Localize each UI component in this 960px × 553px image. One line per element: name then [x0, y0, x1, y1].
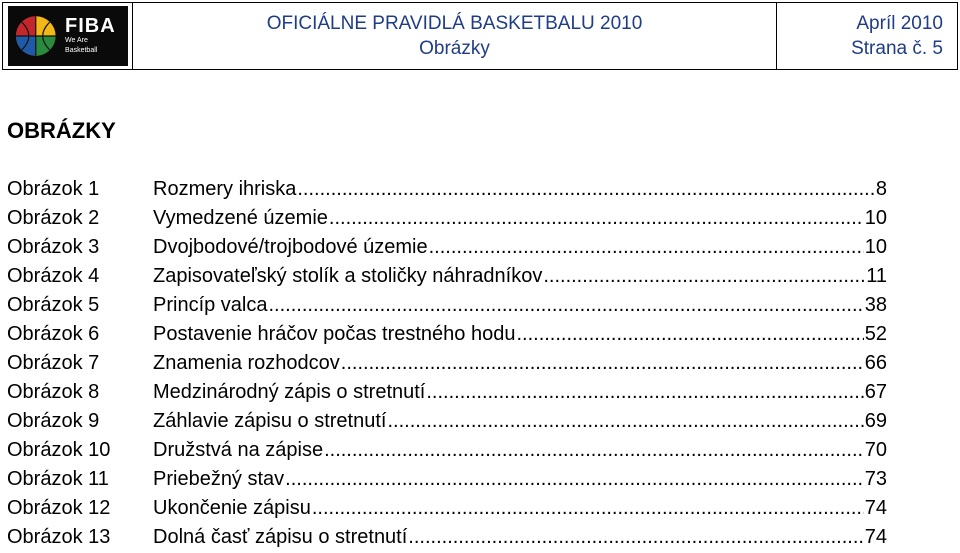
toc-entry[interactable] — [7, 407, 887, 436]
toc-entry[interactable] — [7, 494, 887, 523]
dot-leader — [312, 494, 864, 523]
toc-entry-page: 69 — [864, 410, 887, 432]
toc-entry-page: 38 — [864, 294, 887, 316]
toc-entry-title: Postavenie hráčov počas trestného hodu — [153, 323, 516, 345]
toc-entry[interactable] — [7, 233, 887, 262]
dot-leader — [408, 523, 863, 552]
dot-leader — [516, 320, 863, 349]
toc-entry-label: Obrázok 5 — [7, 294, 100, 316]
page-header — [2, 2, 958, 70]
toc-entry-page: 73 — [864, 468, 887, 490]
dot-leader — [543, 262, 865, 291]
toc-entry-label: Obrázok 6 — [7, 323, 100, 345]
toc-entry[interactable] — [7, 465, 887, 494]
toc-entry-page: 66 — [864, 352, 887, 374]
toc-entry-label: Obrázok 9 — [7, 410, 100, 432]
toc-entry-title: Medzinárodný zápis o stretnutí — [153, 381, 426, 403]
toc-entry-title: Priebežný stav — [153, 468, 285, 490]
toc-entry-page: 8 — [875, 178, 887, 200]
toc-entry-title: Princíp valca — [153, 294, 268, 316]
dot-leader — [341, 349, 864, 378]
dot-leader — [387, 407, 863, 436]
toc-entry-page: 10 — [864, 236, 887, 258]
fiba-logo — [8, 6, 128, 66]
header-date-cell — [777, 3, 957, 69]
section-heading: OBRÁZKY — [7, 118, 116, 143]
dot-leader — [285, 465, 864, 494]
chapter-title: Obrázky — [419, 38, 490, 59]
logo-wordmark: FIBA — [65, 15, 116, 37]
toc-entry-title: Dolná časť zápisu o stretnutí — [153, 526, 408, 548]
dot-leader — [429, 233, 864, 262]
document-title: OFICIÁLNE PRAVIDLÁ BASKETBALU 2010 — [266, 13, 643, 34]
dot-leader — [426, 378, 863, 407]
toc-entry[interactable] — [7, 436, 887, 465]
page-number: Strana č. 5 — [851, 38, 943, 59]
logo-tagline: We Are Basketball — [65, 37, 98, 54]
toc-entry-title: Družstvá na zápise — [153, 439, 324, 461]
toc-entry-label: Obrázok 1 — [7, 178, 100, 200]
basketball-icon — [14, 14, 58, 58]
dot-leader — [297, 175, 875, 204]
toc-entry[interactable] — [7, 523, 887, 552]
toc-entry-label: Obrázok 3 — [7, 236, 100, 258]
toc-entry[interactable] — [7, 175, 887, 204]
toc-entry[interactable] — [7, 378, 887, 407]
toc-entry-title: Rozmery ihriska — [153, 178, 297, 200]
toc-entry[interactable] — [7, 320, 887, 349]
toc-entry-label: Obrázok 7 — [7, 352, 100, 374]
toc-entry[interactable] — [7, 291, 887, 320]
toc-entry-page: 10 — [864, 207, 887, 229]
header-title-cell — [133, 3, 777, 69]
toc-entry[interactable] — [7, 349, 887, 378]
toc-entry-label: Obrázok 13 — [7, 526, 111, 548]
toc-entry-page: 74 — [864, 497, 887, 519]
toc-entry-title: Ukončenie zápisu — [153, 497, 311, 519]
logo-cell — [3, 3, 133, 69]
toc-entry-page: 70 — [864, 439, 887, 461]
toc-entry-title: Zapisovateľský stolík a stoličky náhradníkov — [153, 265, 543, 287]
toc-entry-label: Obrázok 4 — [7, 265, 100, 287]
document-date: Apríl 2010 — [856, 13, 943, 34]
toc-entry[interactable] — [7, 204, 887, 233]
toc-entry[interactable] — [7, 262, 887, 291]
toc-entry-label: Obrázok 2 — [7, 207, 100, 229]
toc-entry-page: 74 — [864, 526, 887, 548]
toc-entry-page: 52 — [864, 323, 887, 345]
toc-entry-title: Znamenia rozhodcov — [153, 352, 340, 374]
dot-leader — [324, 436, 864, 465]
toc-entry-page: 67 — [864, 381, 887, 403]
toc-entry-title: Dvojbodové/trojbodové územie — [153, 236, 428, 258]
toc-entry-label: Obrázok 10 — [7, 439, 111, 461]
toc-entry-title: Vymedzené územie — [153, 207, 328, 229]
toc-entry-label: Obrázok 11 — [7, 468, 109, 490]
toc-entry-title: Záhlavie zápisu o stretnutí — [153, 410, 387, 432]
toc-entry-label: Obrázok 12 — [7, 497, 111, 519]
toc-entry-label: Obrázok 8 — [7, 381, 100, 403]
toc-entry-page: 11 — [866, 265, 887, 287]
figure-list — [7, 175, 887, 552]
dot-leader — [269, 291, 864, 320]
dot-leader — [329, 204, 864, 233]
